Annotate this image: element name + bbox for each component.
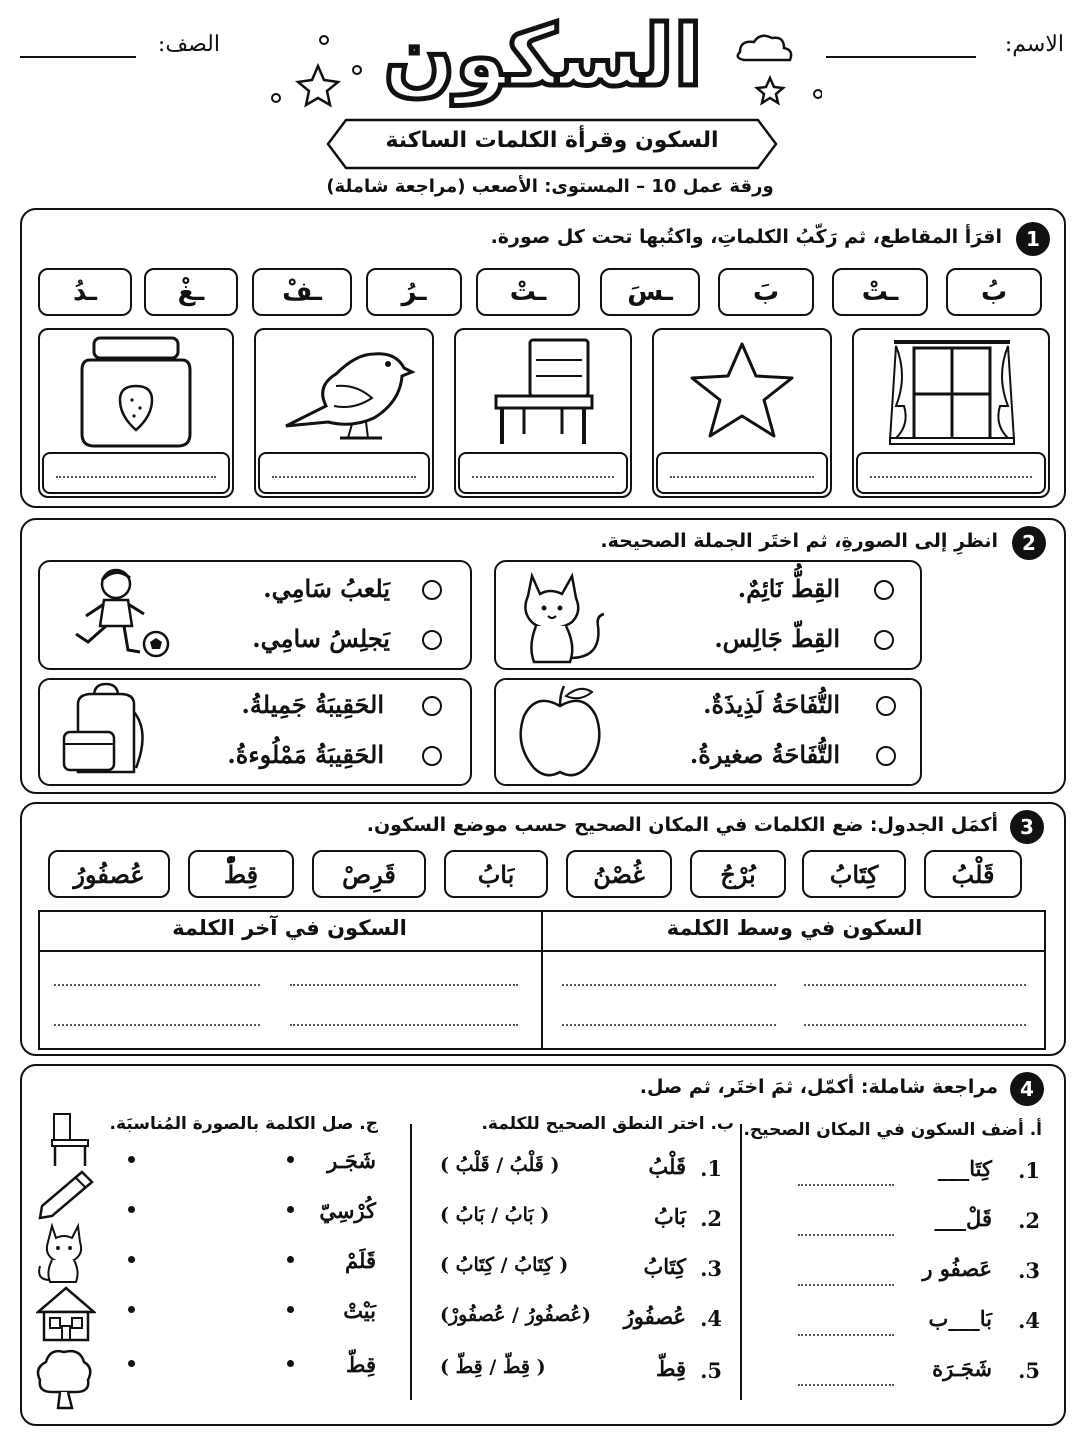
- match-dot[interactable]: [128, 1156, 135, 1163]
- item-number: 2.: [1018, 1208, 1040, 1233]
- house-icon: [36, 1286, 96, 1342]
- syllable-card: ـدُ: [38, 268, 132, 316]
- item-number: 5.: [1018, 1358, 1040, 1383]
- part-a-word: قَلْ___: [934, 1206, 992, 1231]
- word-card[interactable]: كِتَابُ: [802, 850, 906, 898]
- section-3-number: 3: [1010, 810, 1044, 844]
- item-number: 4.: [1018, 1308, 1040, 1333]
- answer-box[interactable]: [458, 452, 628, 494]
- section-1-number: 1: [1016, 222, 1050, 256]
- sentence-option[interactable]: القِطّ جَالِس.: [714, 624, 840, 653]
- pronunciation-choices[interactable]: ( بَابُ / بَابُ ): [440, 1204, 550, 1226]
- item-number: 1.: [700, 1156, 722, 1181]
- match-dot[interactable]: [128, 1256, 135, 1263]
- part-b-word: بَابُ: [653, 1204, 686, 1229]
- syllable-card: ـتْ: [832, 268, 928, 316]
- answer-line[interactable]: [798, 1234, 894, 1236]
- sentence-option[interactable]: الحَقِيبَةُ جَمِيلةُ.: [241, 690, 384, 719]
- sentence-option[interactable]: يَلعبُ سَامِي.: [263, 574, 390, 603]
- radio-button[interactable]: [422, 746, 442, 766]
- radio-button[interactable]: [422, 580, 442, 600]
- answer-box[interactable]: [258, 452, 430, 494]
- chair-icon: [46, 1112, 94, 1168]
- column-divider: [410, 1124, 412, 1400]
- part-c-title: ج. صل الكلمة بالصورة المُناسبَة.: [109, 1114, 378, 1134]
- syllable-card: ـغْ: [144, 268, 238, 316]
- item-number: 3.: [700, 1256, 722, 1281]
- match-dot[interactable]: [287, 1156, 294, 1163]
- sentence-option[interactable]: يَجلِسُ سامِي.: [252, 624, 390, 653]
- item-number: 3.: [1018, 1258, 1040, 1283]
- part-b-title: ب. اختر النطق الصحيح للكلمة.: [481, 1114, 734, 1134]
- word-card[interactable]: قَلْبُ: [924, 850, 1022, 898]
- part-a-word: عَصفُو ر: [922, 1256, 992, 1281]
- part-b-word: عُصفُورُ: [623, 1304, 686, 1329]
- pronunciation-choices[interactable]: ( كِتَابُ / كِتَابُ ): [440, 1254, 569, 1276]
- pronunciation-choices[interactable]: ( قِطّ / قِطّ ): [440, 1356, 546, 1378]
- syllable-card: بَ: [718, 268, 814, 316]
- section-2-number: 2: [1012, 526, 1046, 560]
- item-number: 1.: [1018, 1158, 1040, 1183]
- name-label: الاسم:: [1004, 32, 1064, 57]
- radio-button[interactable]: [422, 696, 442, 716]
- match-dot[interactable]: [128, 1360, 135, 1367]
- bird-icon: [256, 330, 432, 450]
- syllable-card: ـتْ: [476, 268, 580, 316]
- match-word: كُرْسِيّ: [319, 1198, 376, 1223]
- class-field[interactable]: [20, 56, 136, 58]
- match-dot[interactable]: [128, 1206, 135, 1213]
- answer-box[interactable]: [42, 452, 230, 494]
- answer-line[interactable]: [798, 1384, 894, 1386]
- table-header-middle: السكون في وسط الكلمة: [666, 916, 923, 940]
- answer-line[interactable]: [804, 984, 1026, 986]
- part-a-word: بَا___ب: [928, 1306, 992, 1331]
- answer-line[interactable]: [290, 984, 518, 986]
- match-dot[interactable]: [287, 1256, 294, 1263]
- word-card[interactable]: عُصفُورُ: [48, 850, 170, 898]
- sentence-option[interactable]: الحَقِيبَةُ مَمْلُوءةُ.: [227, 740, 384, 769]
- word-card[interactable]: قِطّْ: [188, 850, 294, 898]
- pronunciation-choices[interactable]: (عُصفُورُ / عُصفُورْ): [440, 1304, 591, 1326]
- part-b-word: قِطّ: [656, 1356, 686, 1381]
- word-card[interactable]: غُصْنُ: [566, 850, 672, 898]
- syllable-card: بُ: [946, 268, 1042, 316]
- part-a-title: أ. أضف السكون في المكان الصحيح.: [743, 1120, 1042, 1140]
- match-word: قِطّ: [346, 1352, 376, 1377]
- match-dot[interactable]: [287, 1306, 294, 1313]
- part-a-word: شَجَـرَة: [932, 1356, 992, 1381]
- syllable-card: ـرُ: [366, 268, 462, 316]
- match-dot[interactable]: [128, 1306, 135, 1313]
- pronunciation-choices[interactable]: ( قَلْبُ / قَلْبُ ): [440, 1154, 560, 1176]
- section-1-instruction: اقرَأ المقاطع، ثم رَكّبُ الكلماتِ، واكتُبها تحت كل صورة.: [490, 226, 1002, 248]
- answer-line[interactable]: [54, 1024, 260, 1026]
- class-label: الصف:: [157, 32, 220, 57]
- word-card[interactable]: قَرِصْ: [312, 850, 426, 898]
- answer-line[interactable]: [562, 1024, 776, 1026]
- subtitle: السكون وقرأة الكلمات الساكنة: [385, 128, 719, 153]
- radio-button[interactable]: [874, 580, 894, 600]
- answer-line[interactable]: [290, 1024, 518, 1026]
- answer-line[interactable]: [798, 1284, 894, 1286]
- item-number: 2.: [700, 1206, 722, 1231]
- answer-line[interactable]: [798, 1334, 894, 1336]
- match-word: قَلَمْ: [345, 1248, 376, 1273]
- apple-icon: [514, 682, 610, 782]
- part-b-word: كِتَابُ: [643, 1254, 686, 1279]
- sentence-option[interactable]: التُّفَاحَةُ صغيرةُ.: [689, 740, 840, 769]
- boy-ball-icon: [58, 564, 178, 664]
- syllable-card: ـسَ: [600, 268, 700, 316]
- match-dot[interactable]: [287, 1206, 294, 1213]
- name-field[interactable]: [826, 56, 976, 58]
- radio-button[interactable]: [874, 630, 894, 650]
- answer-line[interactable]: [562, 984, 776, 986]
- pencil-icon: [36, 1170, 96, 1220]
- match-word: بَيْتْ: [343, 1298, 376, 1323]
- sentence-option[interactable]: القِطُّ نَائِمٌ.: [737, 574, 840, 603]
- match-dot[interactable]: [287, 1360, 294, 1367]
- window-curtains-icon: [854, 330, 1048, 450]
- radio-button[interactable]: [422, 630, 442, 650]
- column-divider: [740, 1124, 742, 1400]
- part-b-word: قَلْبُ: [648, 1154, 686, 1179]
- section-3-instruction: أكمَل الجدول: ضع الكلمات في المكان الصحيح حسب موضع السكون.: [366, 814, 998, 836]
- backpack-icon: [56, 682, 156, 782]
- answer-line[interactable]: [798, 1184, 894, 1186]
- match-word: شَجَـر: [327, 1148, 376, 1173]
- answer-line[interactable]: [804, 1024, 1026, 1026]
- item-number: 4.: [700, 1306, 722, 1331]
- item-number: 5.: [700, 1358, 722, 1383]
- answer-line[interactable]: [54, 984, 260, 986]
- part-a-word: كِتَا___: [937, 1156, 992, 1181]
- cat-icon: [34, 1222, 94, 1284]
- star-icon: [654, 330, 830, 450]
- chair-icon: [456, 330, 630, 450]
- radio-button[interactable]: [876, 696, 896, 716]
- word-card[interactable]: بَابُ: [444, 850, 548, 898]
- jam-jar-icon: [40, 330, 232, 450]
- section-4-number: 4: [1010, 1072, 1044, 1106]
- radio-button[interactable]: [876, 746, 896, 766]
- sentence-option[interactable]: التُّفَاحَةُ لَذِيذَةٌ.: [703, 690, 840, 719]
- worksheet-line: ورقة عمل 10 – المستوى: الأصعب (مراجعة شاملة): [326, 176, 774, 197]
- answer-box[interactable]: [856, 452, 1046, 494]
- section-4-instruction: مراجعة شاملة: أكمّل، ثمَ اختَر، ثم صل.: [639, 1076, 998, 1098]
- word-card[interactable]: بُرْجُ: [690, 850, 786, 898]
- section-2-instruction: انظرِ إلى الصورةِ، ثم اختَر الجملة الصحيحة.: [600, 530, 998, 552]
- page-title: السكون: [383, 7, 703, 105]
- cat-icon: [514, 566, 610, 666]
- answer-box[interactable]: [656, 452, 828, 494]
- tree-icon: [34, 1346, 96, 1412]
- syllable-card: ـفْ: [252, 268, 352, 316]
- table-header-end: السكون في آخر الكلمة: [172, 916, 407, 940]
